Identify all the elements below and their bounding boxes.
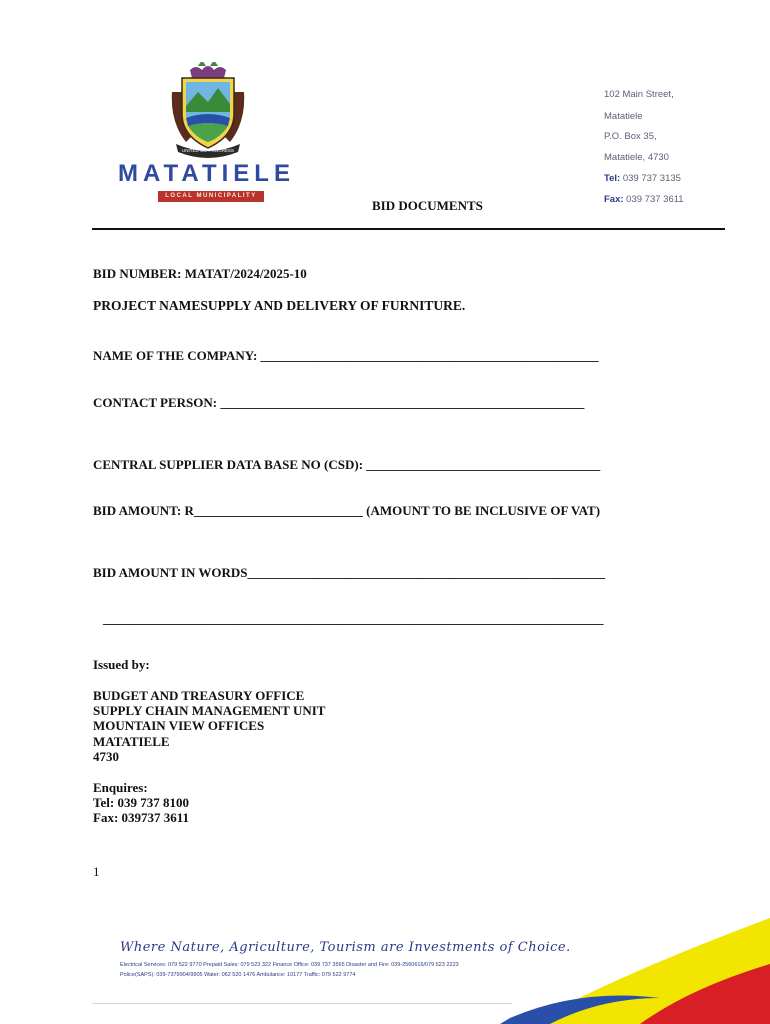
issuer-line: BUDGET AND TREASURY OFFICE	[93, 688, 305, 703]
bid-amount-words-line2: _____________________________________________________________________________	[103, 611, 604, 626]
project-name: PROJECT NAMESUPPLY AND DELIVERY OF FURNITURE.	[93, 298, 466, 313]
issuer-line: SUPPLY CHAIN MANAGEMENT UNIT	[93, 703, 326, 718]
municipal-crest-logo	[168, 62, 248, 158]
footer-slogan: Where Nature, Agriculture, Tourism are Investments of Choice.	[120, 940, 571, 955]
footer-contacts-line-2: Police(SAPS): 039-7379904/9905 Water: 062 520 1476 Ambulance: 10177 Traffic: 079 522 9774	[120, 972, 356, 978]
municipality-banner: LOCAL MUNICIPALITY	[158, 191, 264, 202]
issuer-line: 4730	[93, 749, 119, 764]
company-name-field: NAME OF THE COMPANY: ____________________________________________________	[93, 348, 599, 363]
footer-divider	[92, 1003, 512, 1004]
bid-amount-words-field: BID AMOUNT IN WORDS_______________________________________________________	[93, 565, 605, 580]
crest-motto: UNITED WE PROGRESS	[181, 148, 235, 153]
address-tel: Tel: 039 737 3135	[604, 173, 681, 184]
page-number: 1	[93, 864, 100, 879]
address-line-3: P.O. Box 35,	[604, 131, 657, 142]
contact-person-field: CONTACT PERSON: ________________________________________________________	[93, 395, 585, 410]
enquires-heading: Enquires:	[93, 780, 148, 795]
issuer-line: MOUNTAIN VIEW OFFICES	[93, 718, 265, 733]
address-line-1: 102 Main Street,	[604, 89, 674, 100]
issuer-line: MATATIELE	[93, 734, 170, 749]
municipality-name: MATATIELE	[118, 160, 295, 187]
enquires-tel: Tel: 039 737 8100	[93, 795, 189, 810]
footer-swoosh-graphic	[490, 918, 770, 1024]
address-line-2: Matatiele	[604, 111, 643, 122]
header-divider	[92, 228, 725, 230]
enquires-fax: Fax: 039737 3611	[93, 810, 190, 825]
issued-by-heading: Issued by:	[93, 657, 150, 672]
address-line-4: Matatiele, 4730	[604, 152, 669, 163]
csd-number-field: CENTRAL SUPPLIER DATA BASE NO (CSD): ____________________________________	[93, 457, 601, 472]
footer-contacts-line-1: Electrical Services: 079 522 9770 Prepaid Sales: 079 523 322 Finance Office: 039 737 3565 Disaster and Fire: 039-2560616/079 523 2223	[120, 962, 459, 968]
document-title: BID DOCUMENTS	[372, 198, 483, 213]
address-fax: Fax: 039 737 3611	[604, 194, 684, 205]
bid-number: BID NUMBER: MATAT/2024/2025-10	[93, 266, 307, 281]
bid-amount-field: BID AMOUNT: R__________________________ (AMOUNT TO BE INCLUSIVE OF VAT)	[93, 503, 601, 518]
